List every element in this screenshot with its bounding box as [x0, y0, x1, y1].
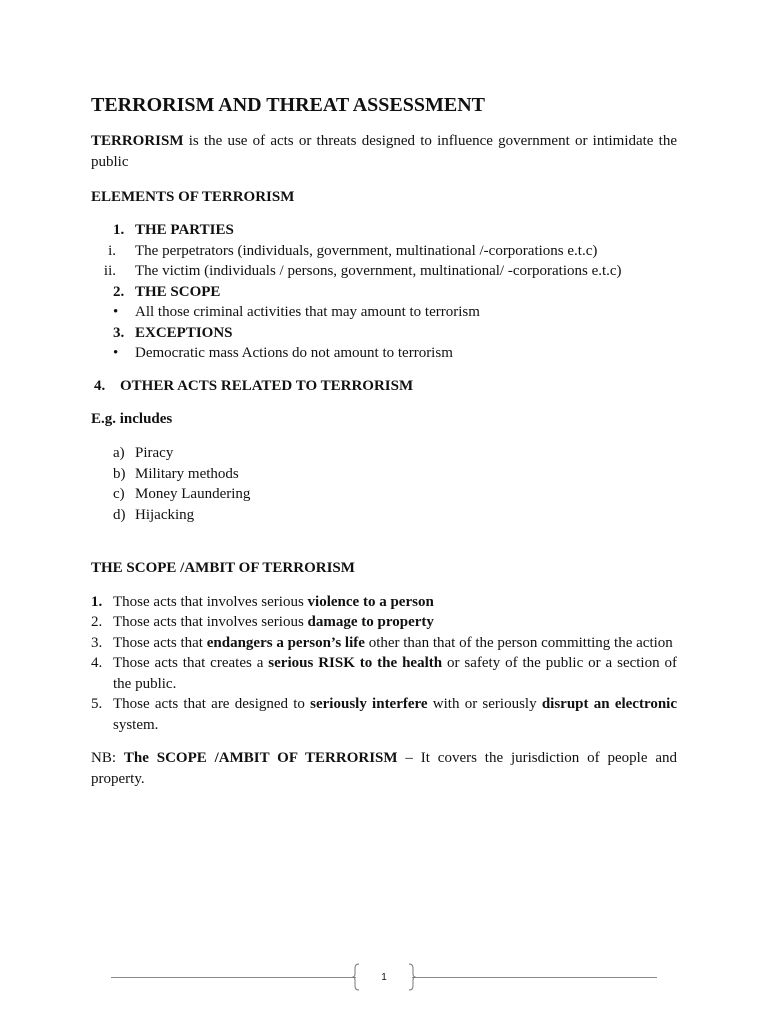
- scope-item-4-tail: or safety of the public or a section of the public.: [113, 655, 677, 692]
- scope-item-4-text: Those acts that creates a: [113, 655, 269, 671]
- footer-rule-left: [111, 977, 356, 978]
- intro-term: TERRORISM: [91, 133, 184, 149]
- scope-item-5: [113, 694, 677, 735]
- eg-marker-d: d): [113, 507, 126, 523]
- scope-item-4-emphasis: serious RISK to the health: [268, 655, 443, 671]
- scope-item-2-emphasis: damage to property: [307, 614, 434, 630]
- scope-item-5-emphasis-2: disrupt an electronic: [541, 696, 678, 712]
- elements-heading: ELEMENTS OF TERRORISM: [91, 189, 295, 205]
- exceptions-item: Democratic mass Actions do not amount to terrorism: [135, 345, 453, 361]
- nb-text: – It covers the jurisdiction of people and property.: [91, 750, 677, 787]
- eg-item-piracy: Piracy: [135, 445, 174, 461]
- scope-item-3-emphasis: endangers a person’s life: [206, 635, 365, 651]
- scope-item-5-middle: with or seriously: [427, 696, 542, 712]
- other-acts-number: 4.: [94, 378, 106, 394]
- parties-marker-ii: ii.: [103, 263, 116, 279]
- scope-item-5-tail: system.: [113, 716, 159, 733]
- footer-left-brace-icon: [352, 963, 360, 991]
- scope-item-4: [113, 653, 677, 694]
- scope-item-marker-4: 4.: [91, 655, 103, 671]
- scope-item-marker-3: 3.: [91, 635, 103, 651]
- scope-item-3-text: Those acts that: [113, 635, 207, 651]
- parties-item-perpetrators: The perpetrators (individuals, government, multinational /-corporations e.t.c): [135, 243, 598, 259]
- scope-number: 2.: [113, 284, 125, 300]
- parties-heading: THE PARTIES: [135, 222, 234, 238]
- scope-item-marker-5: 5.: [91, 696, 103, 712]
- scope-item-2-text: Those acts that involves serious: [113, 614, 308, 630]
- scope-bullet: •: [113, 304, 119, 320]
- exceptions-number: 3.: [113, 325, 125, 341]
- eg-marker-c: c): [113, 486, 125, 502]
- intro-paragraph: [91, 131, 677, 172]
- scope-ambit-heading: THE SCOPE /AMBIT OF TERRORISM: [91, 560, 355, 576]
- scope-item-3: [113, 633, 673, 653]
- eg-marker-b: b): [113, 466, 126, 482]
- scope-item-1: [113, 592, 434, 612]
- other-acts-heading: OTHER ACTS RELATED TO TERRORISM: [120, 378, 414, 394]
- scope-item: All those criminal activities that may amount to terrorism: [135, 304, 480, 320]
- parties-marker-i: i.: [108, 243, 116, 259]
- eg-item-hijacking: Hijacking: [135, 507, 195, 523]
- footer-right-brace-icon: [408, 963, 416, 991]
- nb-paragraph: [91, 748, 677, 789]
- parties-number: 1.: [113, 222, 125, 238]
- eg-item-laundering: Money Laundering: [135, 486, 251, 502]
- eg-heading: E.g. includes: [91, 411, 173, 427]
- scope-item-marker-2: 2.: [91, 614, 103, 630]
- parties-item-victim: The victim (individuals / persons, government, multinational/ -corporations e.t.c): [135, 263, 622, 279]
- scope-item-3-tail: other than that of the person committing the action: [364, 635, 673, 651]
- exceptions-heading: EXCEPTIONS: [135, 325, 233, 341]
- scope-item-2: [113, 612, 434, 632]
- scope-item-5-emphasis: seriously interfere: [310, 696, 428, 712]
- scope-item-5-text: Those acts that are designed to: [113, 696, 311, 712]
- nb-prefix: NB:: [91, 750, 124, 766]
- scope-item-marker-1: 1.: [91, 594, 103, 610]
- eg-marker-a: a): [113, 445, 125, 461]
- scope-item-1-text: Those acts that involves serious: [113, 594, 308, 610]
- page-number: 1: [381, 972, 387, 983]
- intro-text: is the use of acts or threats designed to influence government or intimidate the public: [91, 133, 677, 170]
- eg-item-military: Military methods: [135, 466, 239, 482]
- exceptions-bullet: •: [113, 345, 119, 361]
- page-title: TERRORISM AND THREAT ASSESSMENT: [91, 94, 486, 116]
- scope-heading: THE SCOPE: [135, 284, 221, 300]
- nb-emphasis: The SCOPE /AMBIT OF TERRORISM: [123, 750, 398, 766]
- footer-rule-right: [412, 977, 657, 978]
- scope-item-1-emphasis: violence to a person: [307, 594, 434, 610]
